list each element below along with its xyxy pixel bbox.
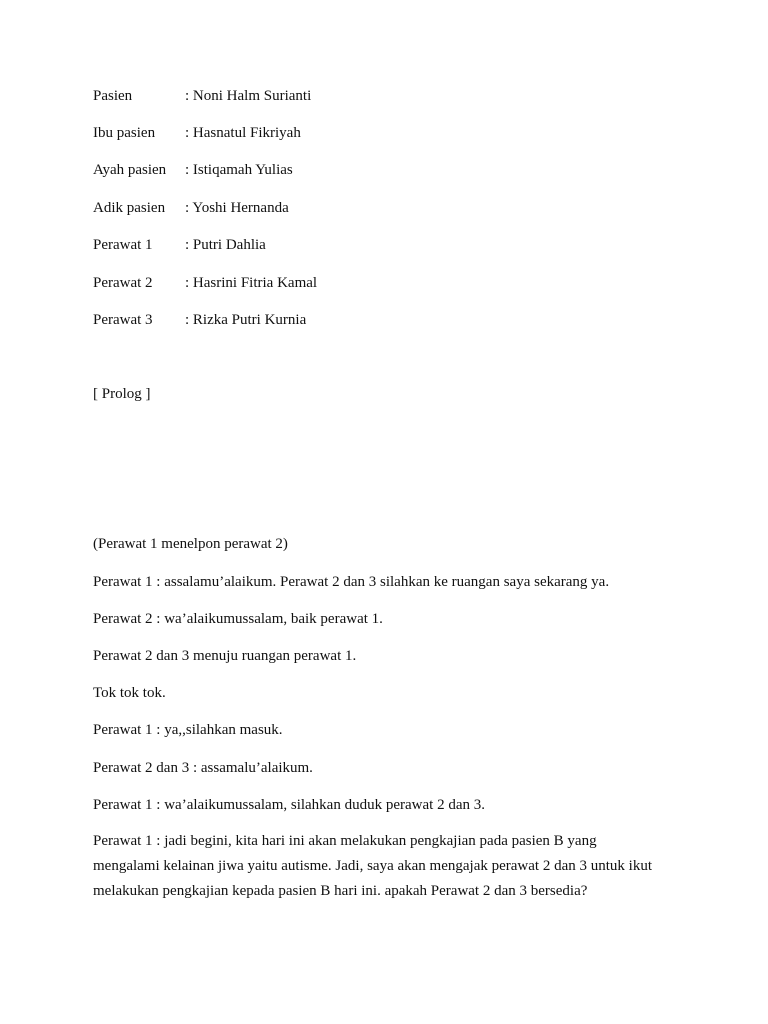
stage-direction: Perawat 2 dan 3 menuju ruangan perawat 1. — [93, 648, 357, 664]
cast-name: : Hasnatul Fikriyah — [185, 125, 301, 141]
cast-name: : Yoshi Hernanda — [185, 200, 289, 216]
dialogue-line: Perawat 1 : wa’alaikumussalam, silahkan duduk perawat 2 dan 3. — [93, 797, 485, 813]
cast-row-pasien — [93, 86, 311, 106]
dialogue-line: Perawat 1 : ya,,silahkan masuk. — [93, 722, 283, 738]
cast-role: Perawat 2 — [93, 275, 153, 291]
cast-row-ibu-pasien — [93, 123, 301, 143]
cast-name: : Noni Halm Surianti — [185, 88, 312, 104]
paragraph-line: Perawat 1 : jadi begini, kita hari ini akan melakukan pengkajian pada pasien B yang — [93, 833, 597, 849]
cast-name: : Rizka Putri Kurnia — [185, 312, 307, 328]
cast-name: : Istiqamah Yulias — [185, 162, 293, 178]
cast-row-ayah-pasien — [93, 160, 293, 180]
cast-name: : Hasrini Fitria Kamal — [185, 275, 318, 291]
stage-direction: Tok tok tok. — [93, 685, 166, 701]
cast-role: Perawat 3 — [93, 312, 153, 328]
cast-row-perawat-3 — [93, 310, 306, 330]
cast-name: : Putri Dahlia — [185, 237, 266, 253]
paragraph-line: melakukan pengkajian kepada pasien B hari ini. apakah Perawat 2 dan 3 bersedia? — [93, 883, 588, 899]
cast-row-perawat-2 — [93, 273, 317, 293]
cast-role: Ayah pasien — [93, 162, 167, 178]
prolog-heading: [ Prolog ] — [93, 386, 151, 402]
stage-direction: (Perawat 1 menelpon perawat 2) — [93, 536, 288, 552]
dialogue-line: Perawat 2 dan 3 : assamalu’alaikum. — [93, 760, 313, 776]
cast-role: Ibu pasien — [93, 125, 156, 141]
cast-row-perawat-1 — [93, 235, 266, 255]
cast-role: Perawat 1 — [93, 237, 153, 253]
cast-role: Adik pasien — [93, 200, 166, 216]
dialogue-paragraph — [93, 829, 683, 904]
dialogue-line: Perawat 1 : assalamu’alaikum. Perawat 2 dan 3 silahkan ke ruangan saya sekarang ya. — [93, 574, 610, 590]
dialogue-line: Perawat 2 : wa’alaikumussalam, baik perawat 1. — [93, 611, 383, 627]
paragraph-line: mengalami kelainan jiwa yaitu autisme. Jadi, saya akan mengajak perawat 2 dan 3 untuk ikut — [93, 858, 652, 874]
cast-role: Pasien — [93, 88, 133, 104]
cast-row-adik-pasien — [93, 198, 289, 218]
